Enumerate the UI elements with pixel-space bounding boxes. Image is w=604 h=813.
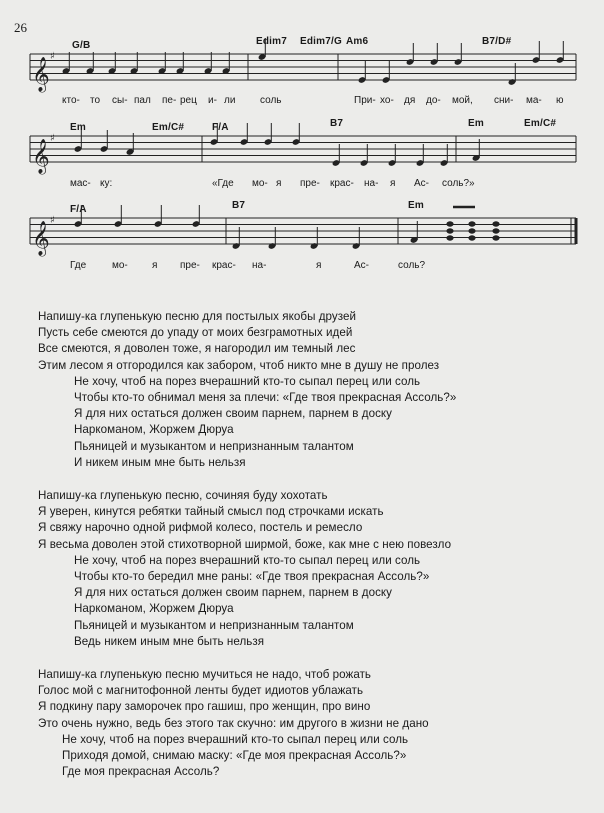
chord-label: B7/D# — [482, 36, 512, 47]
chord-note-head — [492, 221, 499, 226]
chord-label: Em/C# — [152, 122, 185, 133]
lyric-syllable: хо- — [380, 95, 394, 106]
lyric-syllable: я — [390, 178, 396, 189]
lyric-syllable: При- — [354, 95, 376, 106]
verse-line: Пусть себе смеются до упаду от моих безграмотных идей — [38, 326, 353, 340]
verse-line: Напишу-ка глупенькую песню для постылых якобы друзей — [38, 310, 357, 323]
lyric-syllable: пал — [134, 95, 151, 106]
verse-line: Я подкину пару заморочек про гашиш, про женщин, про вино — [38, 700, 371, 714]
chord-label: Em — [70, 122, 86, 133]
lyric-syllable: и- — [208, 95, 217, 106]
chord-note-head — [446, 235, 453, 240]
lyric-syllable: на- — [252, 260, 267, 271]
verse-line: Пьяницей и музыкантом и непризнанным талантом — [74, 618, 354, 632]
lyric-syllable: соль? — [398, 260, 426, 271]
lyric-syllable: пре- — [300, 178, 320, 189]
chord-note-head — [468, 221, 475, 226]
chord-label: Am6 — [346, 36, 369, 47]
page-number: 26 — [14, 20, 27, 35]
lyric-syllable: сы- — [112, 95, 128, 106]
lyric-syllable: Ас- — [414, 178, 429, 189]
verse-line: Чтобы кто-то бередил мне раны: «Где твоя прекрасная Ассоль?» — [74, 570, 430, 584]
chord-note-head — [446, 221, 453, 226]
lyric-syllable: дя — [404, 95, 416, 106]
verse-line: Напишу-ка глупенькую песню, сочиняя буду хохотать — [38, 489, 328, 503]
verse-line: Я для них остаться должен своим парнем, парнем в доску — [74, 586, 393, 600]
verse-line: Не хочу, чтоб на порез вчерашний кто-то сыпал перец или соль — [74, 553, 421, 567]
key-sharp-icon: ♯ — [50, 215, 55, 226]
key-sharp-icon: ♯ — [50, 133, 55, 144]
verse-line: Наркоманом, Жоржем Дюруа — [74, 423, 234, 437]
verse-line: Я свяжу нарочно одной рифмой колесо, постель и ремесло — [38, 521, 363, 535]
lyric-syllable: соль?» — [442, 178, 475, 189]
lyric-syllable: мас- — [70, 178, 91, 189]
chord-label: F/A — [212, 122, 229, 133]
lyric-syllable: пре- — [180, 260, 200, 271]
lyric-syllable: ку: — [100, 178, 113, 189]
chord-note-head — [446, 228, 453, 233]
verse-line: Напишу-ка глупенькую песню мучиться не надо, чтоб рожать — [38, 668, 372, 682]
chord-note-head — [468, 228, 475, 233]
chord-note-head — [492, 228, 499, 233]
treble-clef-icon: 𝄞 — [32, 139, 50, 174]
chord-label: B7 — [330, 118, 344, 129]
verse-line: Чтобы кто-то обнимал меня за плечи: «Где твоя прекрасная Ассоль?» — [74, 391, 457, 405]
lyric-syllable: на- — [364, 178, 379, 189]
lyric-syllable: ма- — [526, 95, 542, 106]
lyric-syllable: мо- — [112, 260, 128, 271]
lyric-syllable: Ас- — [354, 260, 369, 271]
verse-line: Где моя прекрасная Ассоль? — [62, 765, 220, 779]
verse-line: Не хочу, чтоб на порез вчерашний кто-то сыпал перец или соль — [74, 374, 421, 388]
verse-line: Я весьма доволен этой стихотворной ширмой, боже, как мне с нею повезло — [38, 537, 452, 551]
verse-line: Я для них остаться должен своим парнем, парнем в доску — [74, 407, 393, 421]
chord-label: Em/C# — [524, 118, 557, 129]
verse-line: Наркоманом, Жоржем Дюруа — [74, 602, 234, 616]
chord-label: G/B — [72, 40, 91, 51]
lyric-syllable: мой, — [452, 95, 473, 106]
verse-line: Это очень нужно, ведь без этого так скучно: им другого в жизни не дано — [38, 716, 429, 730]
chord-note-head — [492, 235, 499, 240]
key-sharp-icon: ♯ — [50, 51, 55, 62]
lyric-syllable: до- — [426, 95, 441, 106]
lyrics-verses — [38, 309, 598, 797]
lyric-syllable: я — [276, 178, 282, 189]
chord-label: Edim7/G — [300, 36, 342, 47]
lyric-syllable: пе- — [162, 95, 177, 106]
lyric-syllable: ли — [224, 95, 236, 106]
verse-line: И никем иным мне быть нельзя — [74, 455, 246, 469]
lyric-syllable: крас- — [212, 260, 236, 271]
verse-line: Ведь никем иным мне быть нельзя — [74, 634, 265, 648]
treble-clef-icon: 𝄞 — [32, 221, 50, 256]
verse-1 — [38, 309, 598, 471]
chord-note-head — [468, 235, 475, 240]
chord-label: Em — [408, 200, 424, 211]
lyric-syllable: кто- — [62, 95, 80, 106]
lyric-syllable: сни- — [494, 95, 514, 106]
chord-label: Edim7 — [256, 36, 288, 47]
lyric-syllable: Где — [70, 260, 87, 271]
lyric-syllable: мо- — [252, 178, 268, 189]
lyric-syllable: крас- — [330, 178, 354, 189]
verse-3 — [38, 667, 598, 780]
lyric-syllable: «Где — [212, 178, 234, 189]
chord-label: F/A — [70, 204, 87, 215]
lyric-syllable: рец — [180, 95, 197, 106]
treble-clef-icon: 𝄞 — [32, 57, 50, 92]
verse-line: Не хочу, чтоб на порез вчерашний кто-то сыпал перец или соль — [62, 732, 409, 746]
lyric-syllable: соль — [260, 95, 282, 106]
lyric-syllable: то — [90, 95, 101, 106]
lyric-syllable: я — [152, 260, 158, 271]
verse-line: Все смеются, я доволен тоже, я нагородил им темный лес — [38, 342, 356, 356]
verse-line: Я уверен, кинутся ребятки тайный смысл под строчками искать — [38, 505, 384, 519]
chord-label: B7 — [232, 200, 246, 211]
verse-line: Этим лесом я отгородился как забором, чтоб никто мне в душу не пролез — [38, 358, 440, 372]
lyric-syllable: ю — [556, 95, 564, 106]
verse-line: Пьяницей и музыкантом и непризнанным талантом — [74, 439, 354, 453]
chord-label: Em — [468, 118, 484, 129]
lyric-syllable: я — [316, 260, 322, 271]
verse-line: Приходя домой, снимаю маску: «Где моя прекрасная Ассоль?» — [62, 749, 407, 763]
verse-2 — [38, 488, 598, 650]
verse-line: Голос мой с магнитофонной ленты будет идиотов ублажать — [38, 684, 364, 698]
